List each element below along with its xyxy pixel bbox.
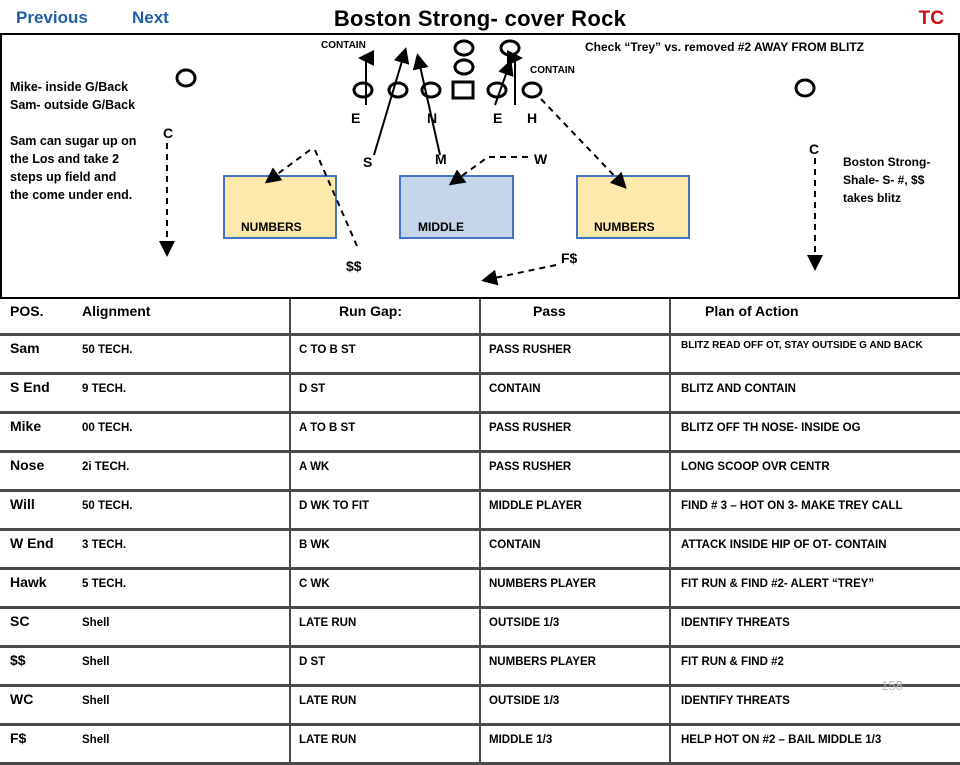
cell-pos: Will xyxy=(0,491,80,530)
offense-player-wide-right xyxy=(796,80,814,96)
cell-text: LATE RUN xyxy=(299,617,357,629)
player-e-left: E xyxy=(351,110,361,126)
cell-pos: SC xyxy=(0,608,80,647)
cell-text: Shell xyxy=(82,656,110,668)
cell-text: A TO B ST xyxy=(299,422,356,434)
cell-text: A WK xyxy=(299,461,330,473)
cell-text: B WK xyxy=(299,539,330,551)
cell-alignment xyxy=(80,530,290,569)
previous-link[interactable]: Previous xyxy=(16,8,88,27)
offense-center xyxy=(453,82,473,98)
table-row xyxy=(0,725,960,764)
player-w: W xyxy=(534,151,548,167)
table-row xyxy=(0,569,960,608)
cell-text: FIT RUN & FIND #2 xyxy=(681,656,784,668)
cell-pos: W End xyxy=(0,530,80,569)
cell-text: FIND # 3 – HOT ON 3- MAKE TREY CALL xyxy=(681,500,903,512)
cell-text: CONTAIN xyxy=(489,539,541,551)
table-row xyxy=(0,647,960,686)
cell-text: D ST xyxy=(299,383,326,395)
cell-text: C TO B ST xyxy=(299,344,356,356)
table-row xyxy=(0,608,960,647)
assignment-table xyxy=(0,299,960,765)
cell-pass xyxy=(480,608,670,647)
cell-run-gap xyxy=(290,491,480,530)
cell-plan xyxy=(670,374,960,413)
cell-text: MIDDLE 1/3 xyxy=(489,734,553,746)
cell-alignment xyxy=(80,725,290,764)
assignment-table-wrap xyxy=(0,299,960,746)
cell-plan xyxy=(670,491,960,530)
table-row xyxy=(0,530,960,569)
cell-text: Shell xyxy=(82,695,110,707)
cell-pos: WC xyxy=(0,686,80,725)
cell-pos: Mike xyxy=(0,413,80,452)
cell-text: 2i TECH. xyxy=(82,461,130,473)
table-row xyxy=(0,686,960,725)
cell-text: Shell xyxy=(82,734,110,746)
mike-blitz-path xyxy=(418,57,440,155)
cell-plan xyxy=(670,647,960,686)
cell-text: 50 TECH. xyxy=(82,500,133,512)
cell-run-gap xyxy=(290,374,480,413)
cell-text: 9 TECH. xyxy=(82,383,127,395)
cell-alignment xyxy=(80,686,290,725)
next-link[interactable]: Next xyxy=(132,8,169,27)
cell-text: PASS RUSHER xyxy=(489,461,572,473)
cell-text: NUMBERS PLAYER xyxy=(489,656,596,668)
cell-run-gap xyxy=(290,647,480,686)
player-c-left: C xyxy=(163,125,174,141)
cell-run-gap xyxy=(290,335,480,374)
cell-text: NUMBERS PLAYER xyxy=(489,578,596,590)
cell-plan xyxy=(670,686,960,725)
page-number: 158 xyxy=(881,678,903,693)
player-e-right: E xyxy=(493,110,503,126)
cell-text: 50 TECH. xyxy=(82,344,133,356)
cell-pos: F$ xyxy=(0,725,80,764)
cell-text: LATE RUN xyxy=(299,734,357,746)
player-c-right: C xyxy=(809,141,820,157)
cell-pos: Nose xyxy=(0,452,80,491)
cell-pos: Hawk xyxy=(0,569,80,608)
cell-alignment xyxy=(80,452,290,491)
cell-alignment xyxy=(80,569,290,608)
table-row xyxy=(0,491,960,530)
cell-plan xyxy=(670,413,960,452)
cell-plan xyxy=(670,530,960,569)
player-ss: $$ xyxy=(346,258,362,274)
cell-run-gap xyxy=(290,413,480,452)
cell-text: D WK TO FIT xyxy=(299,500,370,512)
offense-player-backfield-1 xyxy=(455,41,473,55)
cell-pass xyxy=(480,725,670,764)
cell-pass xyxy=(480,569,670,608)
cell-alignment xyxy=(80,647,290,686)
player-fs: F$ xyxy=(561,250,578,266)
cell-pass xyxy=(480,647,670,686)
cell-text: C WK xyxy=(299,578,330,590)
offense-lineman-4 xyxy=(488,83,506,97)
fs-drop xyxy=(485,265,556,280)
contain-path-right xyxy=(515,58,519,105)
cell-text: ATTACK INSIDE HIP OF OT- CONTAIN xyxy=(681,539,887,551)
cell-pass xyxy=(480,413,670,452)
cell-pos: S End xyxy=(0,374,80,413)
cell-pass xyxy=(480,491,670,530)
offense-player-wide-left xyxy=(177,70,195,86)
header-alignment: Alignment xyxy=(80,299,290,335)
cell-pos: $$ xyxy=(0,647,80,686)
cell-alignment xyxy=(80,335,290,374)
cell-plan xyxy=(670,452,960,491)
cell-plan xyxy=(670,335,960,374)
check-note: Check “Trey” vs. removed #2 AWAY FROM BLITZ xyxy=(585,40,864,54)
note-right: Boston Strong- Shale- S- #, $$ takes blitz xyxy=(843,155,931,205)
header-plan: Plan of Action xyxy=(670,299,960,335)
cell-alignment xyxy=(80,413,290,452)
cell-text: CONTAIN xyxy=(489,383,541,395)
cell-text: D ST xyxy=(299,656,326,668)
cell-plan xyxy=(670,569,960,608)
offense-lineman-5 xyxy=(523,83,541,97)
cell-text: 00 TECH. xyxy=(82,422,133,434)
hawk-drop-right xyxy=(541,99,624,186)
cell-text: PASS RUSHER xyxy=(489,422,572,434)
table-row xyxy=(0,413,960,452)
cell-pass xyxy=(480,452,670,491)
cell-pass xyxy=(480,374,670,413)
cell-text: PASS RUSHER xyxy=(489,344,572,356)
offense-lineman-1 xyxy=(354,83,372,97)
player-h: H xyxy=(527,110,538,126)
cell-pos: Sam xyxy=(0,335,80,374)
cell-text: 3 TECH. xyxy=(82,539,127,551)
cell-text: Shell xyxy=(82,617,110,629)
contain-right-label: CONTAIN xyxy=(530,65,575,76)
cell-alignment xyxy=(80,608,290,647)
cell-text: LATE RUN xyxy=(299,695,357,707)
cell-text: IDENTIFY THREATS xyxy=(681,695,790,707)
cell-text: LONG SCOOP OVR CENTR xyxy=(681,461,830,473)
cell-text: BLITZ READ OFF OT, STAY OUTSIDE G AND BACK xyxy=(681,340,923,351)
cell-run-gap xyxy=(290,725,480,764)
cell-alignment xyxy=(80,491,290,530)
table-row xyxy=(0,374,960,413)
cell-text: OUTSIDE 1/3 xyxy=(489,695,560,707)
cell-pass xyxy=(480,335,670,374)
table-row xyxy=(0,335,960,374)
cell-run-gap xyxy=(290,686,480,725)
cell-text: IDENTIFY THREATS xyxy=(681,617,790,629)
zone-left-label: NUMBERS xyxy=(241,220,302,234)
table-header-row xyxy=(0,299,960,335)
table-row xyxy=(0,452,960,491)
cell-plan xyxy=(670,608,960,647)
note-left: Mike- inside G/Back Sam- outside G/Back Sam can sugar up on the Los and take 2 steps up field and the come under end. xyxy=(10,80,137,202)
zone-middle-label: MIDDLE xyxy=(418,220,464,234)
cell-text: BLITZ OFF TH NOSE- INSIDE OG xyxy=(681,422,861,434)
player-n: N xyxy=(427,110,438,126)
cell-text: OUTSIDE 1/3 xyxy=(489,617,560,629)
header-pos: POS. xyxy=(0,299,80,335)
offense-player-backfield-2 xyxy=(501,41,519,55)
player-s: S xyxy=(363,154,373,170)
cell-run-gap xyxy=(290,530,480,569)
player-m: M xyxy=(435,151,447,167)
sam-blitz-path xyxy=(374,51,405,155)
cell-plan xyxy=(670,725,960,764)
zone-right-label: NUMBERS xyxy=(594,220,655,234)
header-run-gap: Run Gap: xyxy=(290,299,480,335)
play-diagram xyxy=(0,33,960,299)
cell-text: BLITZ AND CONTAIN xyxy=(681,383,796,395)
contain-left-label: CONTAIN xyxy=(321,40,366,51)
header-pass: Pass xyxy=(480,299,670,335)
offense-player-backfield-3 xyxy=(455,60,473,74)
cell-run-gap xyxy=(290,608,480,647)
cell-text: HELP HOT ON #2 – BAIL MIDDLE 1/3 xyxy=(681,734,882,746)
cell-text: MIDDLE PLAYER xyxy=(489,500,582,512)
cell-pass xyxy=(480,686,670,725)
cell-text: 5 TECH. xyxy=(82,578,127,590)
table-body xyxy=(0,335,960,764)
cell-pass xyxy=(480,530,670,569)
cell-run-gap xyxy=(290,569,480,608)
cell-text: FIT RUN & FIND #2- ALERT “TREY” xyxy=(681,578,875,590)
page-title: Boston Strong- cover Rock xyxy=(333,6,627,31)
cell-run-gap xyxy=(290,452,480,491)
cell-alignment xyxy=(80,374,290,413)
tc-link[interactable]: TC xyxy=(918,8,944,29)
